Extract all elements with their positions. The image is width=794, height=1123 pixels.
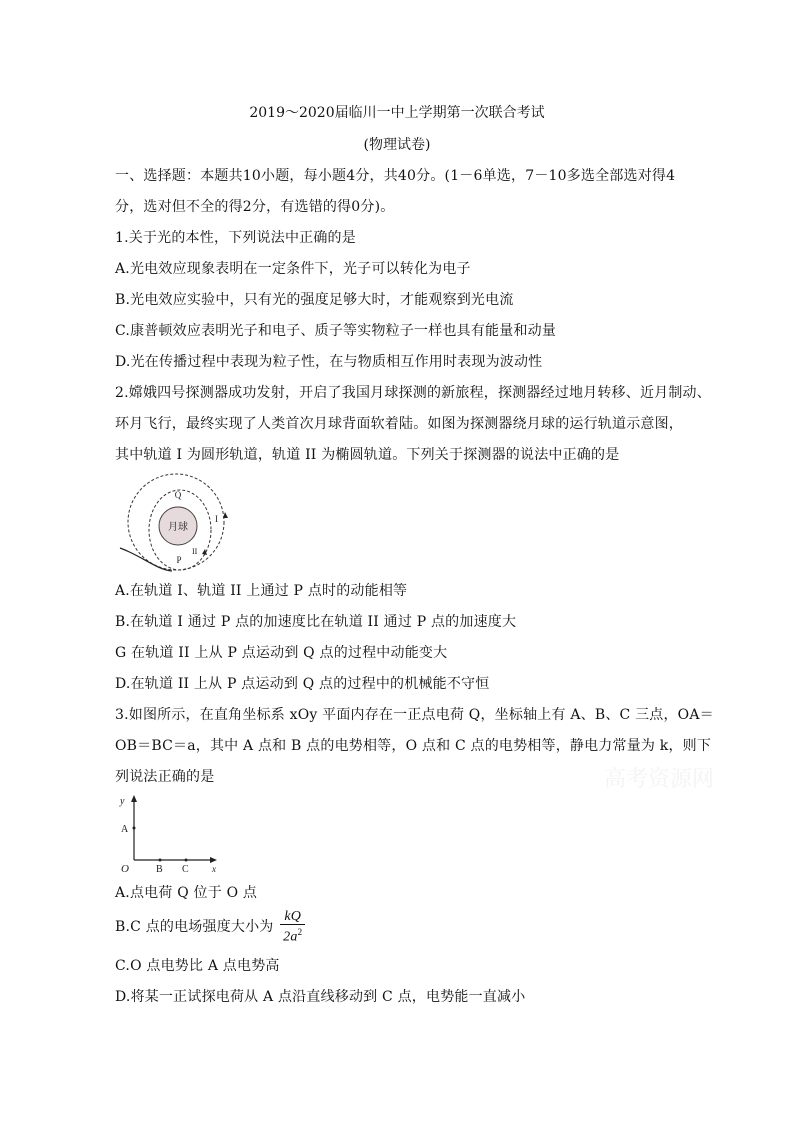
point-p-label: P xyxy=(176,555,182,565)
q3-coordinate-figure xyxy=(112,792,224,874)
q1-stem: 1.关于光的本性，下列说法中正确的是 xyxy=(115,230,356,246)
section-instructions-line2: 分，选对但不全的得2分，有选错的得0分)。 xyxy=(115,199,395,215)
y-axis-label: y xyxy=(120,796,125,807)
point-c-dot xyxy=(185,859,188,862)
point-b-label: B xyxy=(156,864,163,874)
section-instructions-line1: 一、选择题：本题共10小题，每小题4分，共40分。(1－6单选，7－10多选全部选对得4 xyxy=(115,168,676,184)
orbit-2-label: II xyxy=(192,547,198,556)
exam-title: 2019～2020届临川一中上学期第一次联合考试 xyxy=(249,105,545,121)
y-axis-arrow xyxy=(131,795,137,802)
q2-orbit-figure xyxy=(112,470,242,574)
q2-option-d: D.在轨道 II 上从 P 点运动到 Q 点的过程中的机械能不守恒 xyxy=(115,676,490,692)
exam-subtitle: (物理试卷) xyxy=(363,137,431,153)
q3-option-b xyxy=(115,909,305,945)
denominator-exponent: 2 xyxy=(297,927,303,937)
q1-option-d: D.光在传播过程中表现为粒子性，在与物质相互作用时表现为波动性 xyxy=(115,354,543,370)
fraction-denominator xyxy=(280,925,305,945)
point-c-label: C xyxy=(182,864,189,874)
q3-option-c: C.O 点电势比 A 点电势高 xyxy=(115,958,280,974)
q2-option-a: A.在轨道 I、轨道 II 上通过 P 点时的动能相等 xyxy=(115,583,408,599)
fraction-numerator: kQ xyxy=(280,909,305,925)
q3-option-a: A.点电荷 Q 位于 O 点 xyxy=(115,885,258,901)
point-a-dot xyxy=(133,827,136,830)
q2-stem-line1: 2.嫦娥四号探测器成功发射，开启了我国月球探测的新旅程，探测器经过地月转移、近月制动、 xyxy=(115,385,711,401)
q2-option-b: B.在轨道 I 通过 P 点的加速度比在轨道 II 通过 P 点的加速度大 xyxy=(115,614,517,630)
point-q-label: Q xyxy=(174,490,182,500)
q3-option-d: D.将某一正试探电荷从 A 点沿直线移动到 C 点，电势能一直减小 xyxy=(115,989,526,1005)
q1-option-a: A.光电效应现象表明在一定条件下，光子可以转化为电子 xyxy=(115,261,471,277)
q2-stem-line3: 其中轨道 I 为圆形轨道，轨道 II 为椭圆轨道。下列关于探测器的说法中正确的是 xyxy=(115,447,620,463)
field-strength-fraction xyxy=(280,909,305,945)
x-axis-label: x xyxy=(212,864,216,874)
q3-stem-line1: 3.如图所示，在直角坐标系 xOy 平面内存在一正点电荷 Q，坐标轴上有 A、B、C 三点，OA＝ xyxy=(115,707,714,723)
denominator-base: 2a xyxy=(283,929,298,945)
q2-stem-line2: 环月飞行，最终实现了人类首次月球背面软着陆。如图为探测器绕月球的运行轨道示意图， xyxy=(115,416,683,432)
q2-option-c: G 在轨道 II 上从 P 点运动到 Q 点的过程中动能变大 xyxy=(115,645,448,661)
point-b-dot xyxy=(159,859,162,862)
q1-option-c: C.康普顿效应表明光子和电子、质子等实物粒子一样也具有能量和动量 xyxy=(115,323,557,339)
q1-option-b: B.光电效应实验中，只有光的强度足够大时，才能观察到光电流 xyxy=(115,292,514,308)
origin-label: O xyxy=(121,863,129,874)
q3-stem-line3: 列说法正确的是 xyxy=(115,769,215,785)
x-axis-arrow xyxy=(210,857,217,863)
moon-label: 月球 xyxy=(168,522,188,533)
orbit-1-label: I xyxy=(215,514,218,524)
q3-stem-line2: OB＝BC＝a，其中 A 点和 B 点的电势相等，O 点和 C 点的电势相等，静电力常量为 k，则下 xyxy=(115,738,712,754)
point-a-label: A xyxy=(121,824,129,835)
watermark: 高考资源网 xyxy=(604,767,715,792)
q3-option-b-text: B.C 点的电场强度大小为 xyxy=(115,918,274,935)
orbit-1-arrow xyxy=(223,512,228,518)
